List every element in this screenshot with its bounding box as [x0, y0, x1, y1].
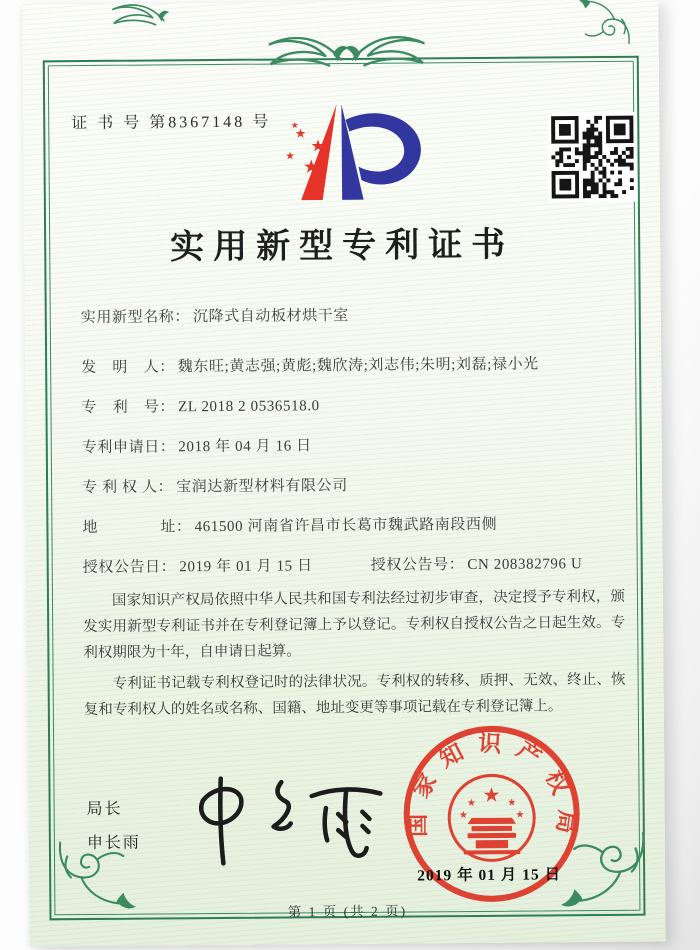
svg-text:★: ★ [482, 784, 501, 807]
svg-text:★: ★ [507, 797, 517, 809]
svg-text:★: ★ [302, 156, 320, 178]
legal-paragraph-1: 国家知识产权局依照中华人民共和国专利法经过初步审查，决定授予专利权，颁发实用新型专利证书并在专利登记簿上予以登记。专利权自授权公告之日起生效。专利权期限为十年，自申请日起算。 [83, 588, 626, 662]
svg-text:★: ★ [466, 797, 476, 809]
grant-number-value: CN 208382796 U [467, 556, 583, 574]
name-label: 实用新型名称： [80, 309, 191, 327]
certificate-number: 证 书 号 第8367148 号 [71, 113, 272, 133]
field-row-patentee [82, 472, 632, 497]
field-row-patent-number [81, 392, 631, 417]
field-row-name [81, 302, 631, 327]
national-emblem-icon [449, 775, 535, 861]
director-name: 申长雨 [86, 834, 141, 853]
patent-number-label: 专 利 号： [81, 399, 176, 417]
svg-text:★: ★ [458, 810, 468, 822]
svg-text:★: ★ [290, 120, 299, 131]
grant-number-label: 授权公告号： [370, 557, 465, 574]
field-row-grant [83, 552, 633, 577]
name-value: 沉降式自动板材烘干室 [192, 307, 350, 326]
patentee-label: 专 利 权 人： [82, 479, 174, 497]
seal-date: 2019 年 01 月 15 日 [417, 866, 562, 885]
director-signature [186, 766, 399, 872]
filing-date-label: 专利申请日： [81, 439, 176, 457]
field-row-address [82, 512, 632, 537]
top-center-flourish-icon [268, 23, 424, 68]
svg-text:★: ★ [294, 126, 307, 141]
patentee-value: 宝润达新型材料有限公司 [176, 477, 348, 496]
qr-code [547, 112, 638, 203]
legal-text-block [83, 584, 626, 723]
certificate-paper [22, 0, 665, 946]
field-row-inventors [81, 352, 631, 377]
page-number: 第 1 页 (共 2 页) [287, 903, 408, 920]
filing-date-value: 2018 年 04 月 16 日 [178, 438, 312, 456]
legal-paragraph-2: 专利证书记载专利权登记时的法律状况。专利权的转移、质押、无效、终止、恢复和专利权人的姓名或名称、国籍、地址变更等事项记载在专利登记簿上。 [83, 671, 626, 719]
cnipa-logo-icon [275, 99, 432, 208]
certificate-title: 实用新型专利证书 [170, 226, 515, 267]
director-title: 局长 [86, 800, 123, 819]
grant-date-label: 授权公告日： [82, 559, 177, 577]
field-row-filing-date [82, 432, 632, 457]
svg-text:★: ★ [285, 150, 295, 163]
grant-date-value: 2019 年 01 月 15 日 [179, 558, 313, 576]
inventors-label: 发 明 人： [81, 359, 175, 377]
address-value: 461500 河南省许昌市长葛市魏武路南段西侧 [194, 516, 498, 536]
svg-text:★: ★ [515, 809, 525, 821]
svg-text:★: ★ [310, 136, 326, 156]
top-right-flourish-icon [560, 0, 646, 52]
patent-number-value: ZL 2018 2 0536518.0 [178, 398, 320, 416]
inventors-value: 魏东旺;黄志强;黄彪;魏欣涛;刘志伟;朱明;刘磊;禄小光 [177, 356, 539, 376]
top-left-flourish-icon [108, 0, 172, 30]
seal-text: 国家知识产权局 [404, 730, 581, 849]
address-label: 地 址： [82, 519, 192, 537]
